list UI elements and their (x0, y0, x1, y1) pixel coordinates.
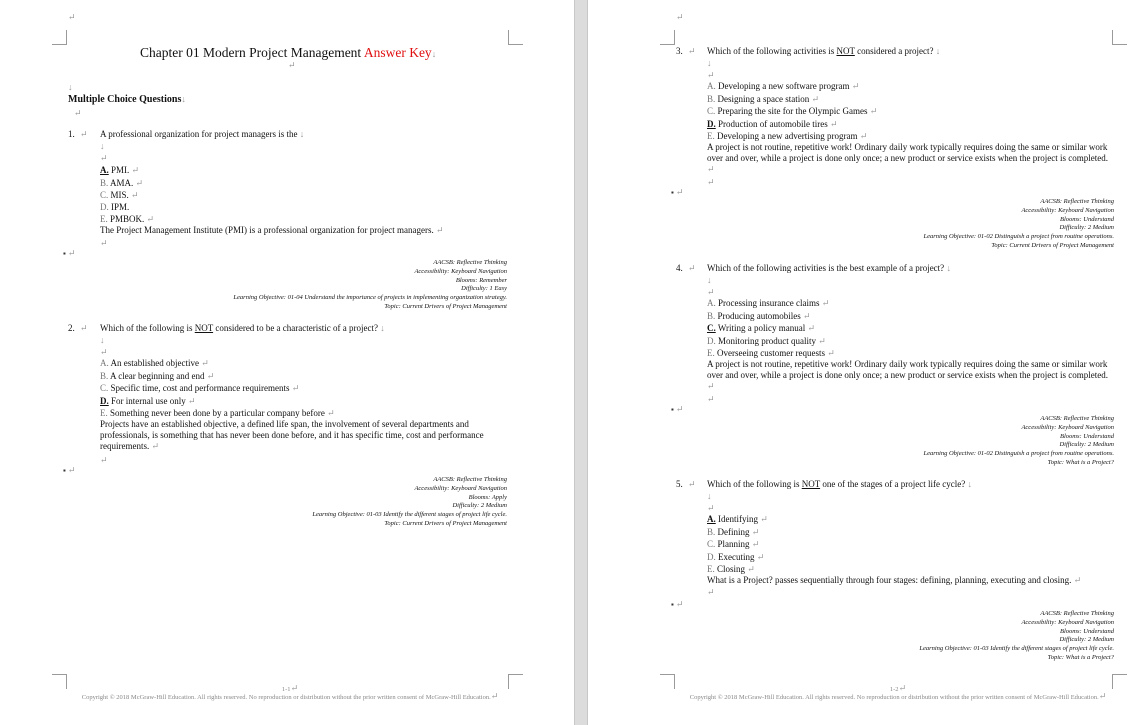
answer-explanation: The Project Management Institute (PMI) is a professional organization for project managers. ↵ (100, 225, 444, 235)
paragraph-mark: ↵ (288, 60, 296, 70)
section-heading: Multiple Choice Questions↓ (68, 94, 186, 105)
answer-option-d[interactable]: D. IPM. (100, 202, 130, 212)
bullet-icon: ▪ ↵ (63, 248, 76, 258)
crop-mark (508, 674, 523, 689)
answer-option-e[interactable]: E. Overseeing customer requests ↵ (707, 348, 835, 358)
answer-option-b[interactable]: B. Producing automobiles ↵ (707, 311, 811, 321)
answer-explanation: What is a Project? passes sequentially through four stages: defining, planning, executing and closing. ↵ (707, 575, 1082, 585)
answer-option-e[interactable]: E. Developing a new advertising program ↵ (707, 131, 868, 141)
answer-option-b[interactable]: B. Designing a space station ↵ (707, 94, 820, 104)
answer-option-e[interactable]: E. Something never been done by a particular company before ↵ (100, 408, 335, 418)
question-number: 2. (68, 323, 75, 333)
paragraph-mark: ↵ (676, 12, 684, 22)
answer-option-c[interactable]: C. MIS. ↵ (100, 190, 139, 200)
page-number: 1-2↵ (889, 683, 907, 693)
answer-option-e[interactable]: E. Closing ↵ (707, 564, 755, 574)
crop-mark (660, 30, 675, 45)
question-metadata: AACSB: Reflective Thinking Accessibility: Keyboard Navigation Blooms: Understand Difficulty: 2 Medium Learning Objective: 01-03 Identify the different stages of project life cycle. Topic: What is a Project? (919, 610, 1114, 661)
document-page-1: ↵ Chapter 01 Modern Project Management Answer Key↓ ↵ ↓ Multiple Choice Questions↓ ↵ 1. ↵ A professional organization for project managers is the ↓ ↓ ↵ A. PMI. ↵ B. AMA. ↵ C. MIS. ↵ D. IPM. E. PMBOK. ↵ The Project Management Institute (PMI) is a professional organization for project managers. ↵ ↵ ▪ ↵ AACSB: Reflective Thinking Accessibility: Keyboard Navigation Blooms: Remember Difficulty: 1 Easy Learning Objective: 01-04 Understand the importance of projects in implementing organization strategy. Topic: Current Drivers of Project Management 2. ↵ Which of the following is NOT considered to be a characteristic of a project? ↓ ↓ ↵ A. An established objective ↵ B. A clear beginning and end ↵ C. Specific time, cost and performance requirements ↵ D. For internal use only ↵ E. Something never been done by a particular company before ↵ Projects have an established objective, a defined life span, the involvement of several departments and professionals, is something that has never been done before, and it has specific time, cost and performance requirements. ↵ ↵ ▪ ↵ AACSB: Reflective Thinking Accessibility: Keyboard Navigation Blooms: Apply Difficulty: 2 Medium Learning Objective: 01-03 Identify the different stages of project life cycle. Topic: Current Drivers of Project Management 1-1↵ Copyright © 2018 McGraw-Hill Education. All rights reserved. No reproduction or distribution without the prior written consent of McGraw-Hill Education.↵ (0, 0, 574, 725)
question-number: 3. (676, 46, 683, 56)
question-number: 1. (68, 129, 75, 139)
copyright-footer: Copyright © 2018 McGraw-Hill Education. All rights reserved. No reproduction or distribution without the prior written consent of McGraw-Hill Education.↵ (81, 691, 499, 701)
crop-mark (1112, 30, 1127, 45)
question-metadata: AACSB: Reflective Thinking Accessibility: Keyboard Navigation Blooms: Apply Difficulty: 2 Medium Learning Objective: 01-03 Identify the different stages of project life cycle. Topic: Current Drivers of Project Management (312, 476, 507, 527)
bullet-icon: ▪ ↵ (671, 599, 684, 609)
crop-mark (1112, 674, 1127, 689)
answer-option-d[interactable]: D. For internal use only ↵ (100, 396, 196, 406)
question-metadata: AACSB: Reflective Thinking Accessibility: Keyboard Navigation Blooms: Understand Difficulty: 2 Medium Learning Objective: 01-02 Distinguish a project from routine operations. Topic: Current Drivers of Project Management (923, 198, 1114, 249)
question-metadata: AACSB: Reflective Thinking Accessibility: Keyboard Navigation Blooms: Remember Difficulty: 1 Easy Learning Objective: 01-04 Understand the importance of projects in implementing organization strategy. Topic: Current Drivers of Project Management (233, 259, 507, 310)
question-text: A professional organization for project managers is the ↓ (100, 129, 305, 139)
crop-mark (52, 30, 67, 45)
question-text: Which of the following is NOT one of the stages of a project life cycle? ↓ (707, 479, 973, 489)
question-text: Which of the following activities is NOT considered a project? ↓ (707, 46, 941, 56)
answer-option-d[interactable]: D. Monitoring product quality ↵ (707, 336, 826, 346)
question-text: Which of the following is NOT considered to be a characteristic of a project? ↓ (100, 323, 385, 333)
bullet-icon: ▪ ↵ (671, 404, 684, 414)
answer-option-c[interactable]: C. Preparing the site for the Olympic Games ↵ (707, 106, 878, 116)
title-answer-key: Answer Key (363, 45, 432, 60)
page-gutter (574, 0, 588, 725)
document-page-2: ↵ 3. ↵ Which of the following activities is NOT considered a project? ↓ ↓ ↵ A. Developing a new software program ↵ B. Designing a space station ↵ C. Preparing the site for the Olympic Games ↵ D. Production of automobile tires ↵ E. Developing a new advertising program ↵ A project is not routine, repetitive work! Ordinary daily work typically requires doing the same or similar work over and over, while a project is done only once; a new product or service exists when the project is completed. ↵ ↵ ▪ ↵ AACSB: Reflective Thinking Accessibility: Keyboard Navigation Blooms: Understand Difficulty: 2 Medium Learning Objective: 01-02 Distinguish a project from routine operations. Topic: Current Drivers of Project Management 4. ↵ Which of the following activities is the best example of a project? ↓ ↓ ↵ A. Processing insurance claims ↵ B. Producing automobiles ↵ C. Writing a policy manual ↵ D. Monitoring product quality ↵ E. Overseeing customer requests ↵ A project is not routine, repetitive work! Ordinary daily work typically requires doing the same or similar work over and over, while a project is done only once; a new product or service exists when the project is completed. ↵ ↵ ▪ ↵ AACSB: Reflective Thinking Accessibility: Keyboard Navigation Blooms: Understand Difficulty: 2 Medium Learning Objective: 01-02 Distinguish a project from routine operations. Topic: What is a Project? 5. ↵ Which of the following is NOT one of the stages of a project life cycle? ↓ ↓ ↵ A. Identifying ↵ B. Defining ↵ C. Planning ↵ D. Executing ↵ E. Closing ↵ What is a Project? passes sequentially through four stages: defining, planning, executing and closing. ↵ ↵ ▪ ↵ AACSB: Reflective Thinking Accessibility: Keyboard Navigation Blooms: Understand Difficulty: 2 Medium Learning Objective: 01-03 Identify the different stages of project life cycle. Topic: What is a Project? 1-2↵ Copyright © 2018 McGraw-Hill Education. All rights reserved. No reproduction or distribution without the prior written consent of McGraw-Hill Education.↵ (588, 0, 1147, 725)
page-number: 1-1↵ (281, 683, 299, 693)
line-break-mark: ↓ (68, 82, 73, 92)
answer-option-c[interactable]: C. Specific time, cost and performance requirements ↵ (100, 383, 300, 393)
bullet-icon: ▪ ↵ (671, 187, 684, 197)
answer-option-a[interactable]: A. Developing a new software program ↵ (707, 81, 860, 91)
answer-explanation: A project is not routine, repetitive work! Ordinary daily work typically requires doing the same or similar work over and over, while a project is done only once; a new product or service exists when the project is completed. ↵ (707, 142, 1109, 174)
answer-explanation: Projects have an established objective, a defined life span, the involvement of several departments and professionals, is something that has never been done before, and it has specific time, cost and performance requirements. ↵ (100, 419, 484, 451)
answer-option-e[interactable]: E. PMBOK. ↵ (100, 214, 155, 224)
question-text: Which of the following activities is the best example of a project? ↓ (707, 263, 951, 273)
answer-option-b[interactable]: B. Defining ↵ (707, 527, 760, 537)
answer-option-c[interactable]: C. Writing a policy manual ↵ (707, 323, 816, 333)
crop-mark (52, 674, 67, 689)
question-number: 4. (676, 263, 683, 273)
crop-mark (660, 674, 675, 689)
paragraph-mark: ↵ (68, 12, 76, 22)
answer-option-a[interactable]: A. Identifying ↵ (707, 514, 768, 524)
title-text: Chapter 01 Modern Project Management (140, 45, 364, 60)
answer-option-c[interactable]: C. Planning ↵ (707, 539, 760, 549)
question-number: 5. (676, 479, 683, 489)
copyright-footer: Copyright © 2018 McGraw-Hill Education. All rights reserved. No reproduction or distribution without the prior written consent of McGraw-Hill Education.↵ (689, 691, 1107, 701)
answer-option-d[interactable]: D. Production of automobile tires ↵ (707, 119, 838, 129)
answer-option-b[interactable]: B. A clear beginning and end ↵ (100, 371, 215, 381)
answer-option-b[interactable]: B. AMA. ↵ (100, 178, 144, 188)
answer-explanation: A project is not routine, repetitive work! Ordinary daily work typically requires doing the same or similar work over and over, while a project is done only once; a new product or service exists when the project is completed. ↵ (707, 359, 1109, 391)
page-title: Chapter 01 Modern Project Management Answer Key↓ (140, 45, 437, 60)
bullet-icon: ▪ ↵ (63, 465, 76, 475)
answer-option-d[interactable]: D. Executing ↵ (707, 552, 765, 562)
answer-option-a[interactable]: A. Processing insurance claims ↵ (707, 298, 830, 308)
paragraph-mark: ↵ (74, 108, 82, 118)
question-metadata: AACSB: Reflective Thinking Accessibility: Keyboard Navigation Blooms: Understand Difficulty: 2 Medium Learning Objective: 01-02 Distinguish a project from routine operations. Topic: What is a Project? (923, 415, 1114, 466)
answer-option-a[interactable]: A. PMI. ↵ (100, 165, 140, 175)
answer-option-a[interactable]: A. An established objective ↵ (100, 358, 209, 368)
crop-mark (508, 30, 523, 45)
